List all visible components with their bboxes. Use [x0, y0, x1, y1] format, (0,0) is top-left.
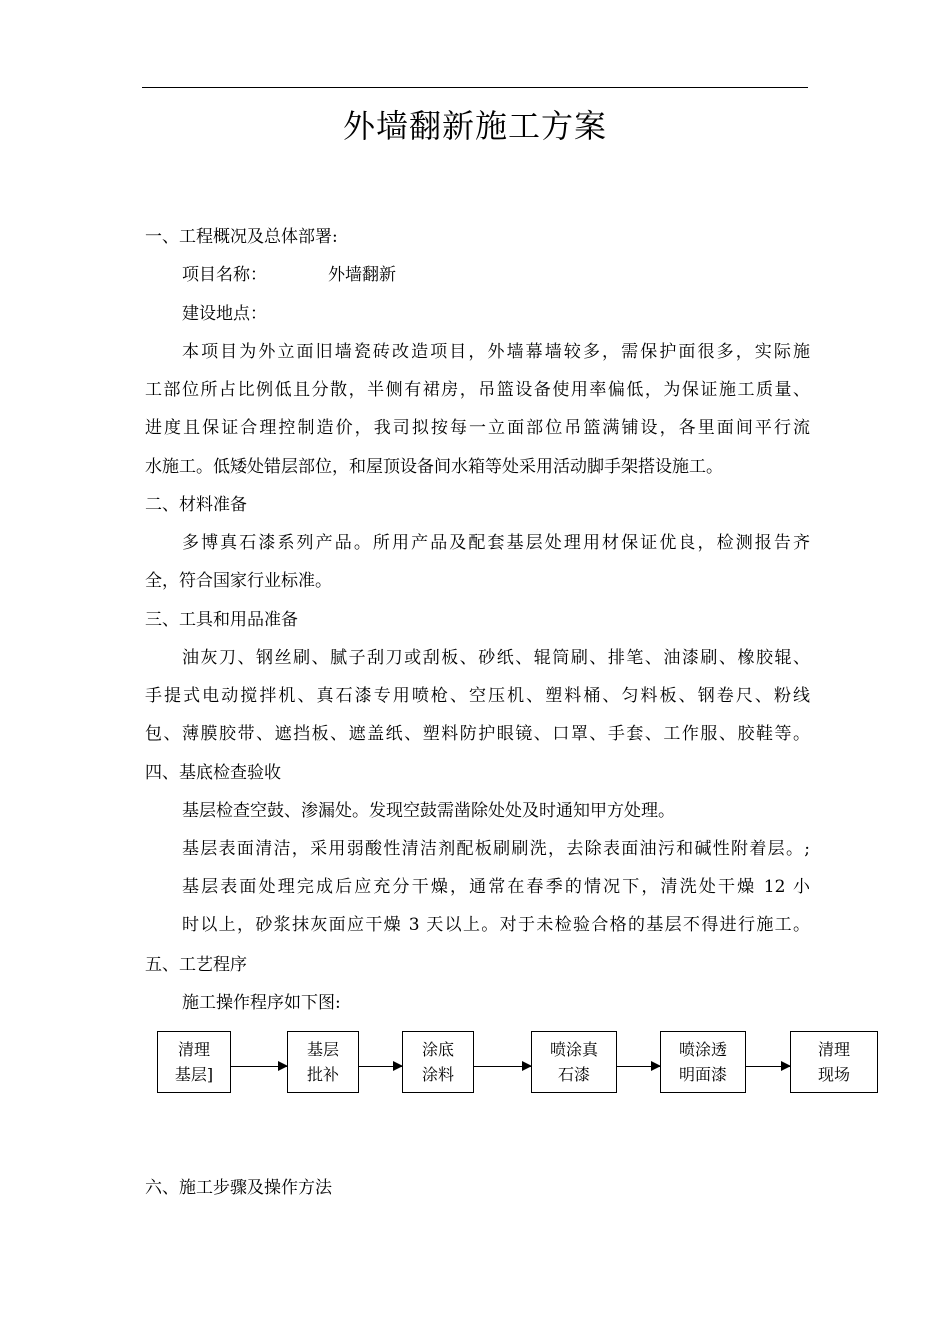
flow-arrow	[231, 1066, 287, 1067]
flow-step-text: 石漆	[557, 1065, 590, 1084]
flow-step-text: 涂料	[421, 1065, 454, 1084]
section-heading-3: 三、工具和用品准备	[145, 610, 298, 630]
flow-arrow	[359, 1066, 402, 1067]
flow-step-box	[790, 1031, 878, 1093]
flow-step-text: 喷涂真	[549, 1040, 598, 1059]
flow-step-text: 基层]	[174, 1065, 214, 1084]
section-heading-2: 二、材料准备	[145, 495, 247, 515]
paragraph-line: 手提式电动搅拌机、真石漆专用喷枪、空压机、塑料桶、匀料板、钢卷尺、粉线	[145, 686, 810, 706]
flow-step-box	[157, 1031, 231, 1093]
project-name-value: 外墙翻新	[328, 265, 396, 285]
paragraph-line: 基层检查空鼓、渗漏处。发现空鼓需凿除处处及时通知甲方处理。	[182, 801, 675, 821]
paragraph-line: 基层表面处理完成后应充分干燥，通常在春季的情况下，清洗处干燥 12 小	[182, 877, 810, 897]
flow-step-text: 喷涂透	[678, 1040, 727, 1059]
section-heading-6: 六、施工步骤及操作方法	[145, 1178, 332, 1198]
section-heading-1: 一、工程概况及总体部署:	[145, 227, 338, 247]
paragraph-line: 工部位所占比例低且分散，半侧有裙房，吊篮设备使用率偏低，为保证施工质量、	[145, 380, 810, 400]
flow-step-box	[531, 1031, 617, 1093]
flow-step-text: 批补	[306, 1065, 339, 1084]
project-name-row	[182, 264, 810, 286]
project-name-label: 项目名称：	[182, 265, 267, 285]
paragraph-line: 时以上，砂浆抹灰面应干燥 3 天以上。对于未检验合格的基层不得进行施工。	[182, 915, 810, 935]
paragraph-line: 油灰刀、钢丝刷、腻子刮刀或刮板、砂纸、辊筒刷、排笔、油漆刷、橡胶辊、	[182, 648, 810, 668]
flow-step-text: 基层	[306, 1040, 339, 1059]
page-title: 外墙翻新施工方案	[342, 107, 607, 145]
flow-arrow	[474, 1066, 531, 1067]
flow-step-text: 清理	[177, 1040, 210, 1059]
section-heading-4: 四、基底检查验收	[145, 763, 281, 783]
flow-arrow	[617, 1066, 660, 1067]
paragraph-line: 基层表面清洁，采用弱酸性清洁剂配板刷刷洗，去除表面油污和碱性附着层。;	[182, 839, 810, 859]
flow-step-text: 现场	[817, 1065, 850, 1084]
flow-step-box	[402, 1031, 474, 1093]
paragraph-line: 进度且保证合理控制造价，我司拟按每一立面部位吊篮满铺设，各里面间平行流	[145, 418, 810, 438]
paragraph-line: 包、薄膜胶带、遮挡板、遮盖纸、塑料防护眼镜、口罩、手套、工作服、胶鞋等。	[145, 724, 810, 744]
paragraph-line: 多博真石漆系列产品。所用产品及配套基层处理用材保证优良，检测报告齐	[182, 533, 810, 553]
flow-intro: 施工操作程序如下图:	[182, 993, 341, 1013]
paragraph-line: 本项目为外立面旧墙瓷砖改造项目，外墙幕墙较多，需保护面很多，实际施	[182, 342, 810, 362]
flow-step-box	[287, 1031, 359, 1093]
section-heading-5: 五、工艺程序	[145, 955, 247, 975]
header-rule	[142, 87, 808, 88]
paragraph-line: 全，符合国家行业标准。	[145, 571, 332, 591]
site-label: 建设地点：	[182, 304, 267, 324]
flow-step-text: 明面漆	[678, 1065, 727, 1084]
flow-step-box	[660, 1031, 746, 1093]
flow-step-text: 清理	[817, 1040, 850, 1059]
flow-step-text: 涂底	[421, 1040, 454, 1059]
flow-arrow	[746, 1066, 790, 1067]
paragraph-line: 水施工。低矮处错层部位，和屋顶设备间水箱等处采用活动脚手架搭设施工。	[145, 457, 723, 477]
